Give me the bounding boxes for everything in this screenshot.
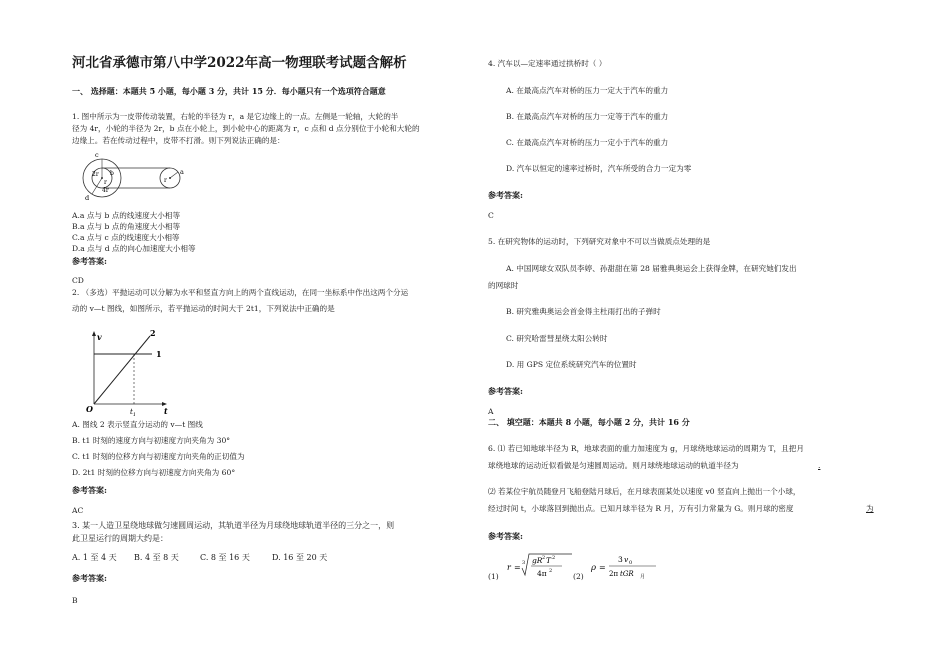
t1-label: $t_1$ <box>130 408 137 418</box>
page-title: 河北省承德市第八中学2022年高一物理联考试题含解析 <box>72 55 407 71</box>
q4-option-c: C. 在最高点汽车对桥的压力一定小于汽车的重力 <box>506 138 669 147</box>
q3-line-2: 此卫星运行的周期大约是： <box>72 534 168 543</box>
label-b: b <box>110 170 114 177</box>
q5-option-a-line-2: 的网球时 <box>488 281 519 290</box>
axis-t-label: t <box>164 406 168 416</box>
q1-line-3: 边缘上。若在传动过程中，皮带不打滑。则下列说法正确的是： <box>72 136 285 145</box>
q5-answer: A <box>488 407 494 416</box>
q4-option-d: D. 汽车以恒定的速率过桥时，汽车所受的合力一定为零 <box>506 164 692 173</box>
q1-answer-label: 参考答案: <box>72 256 107 266</box>
svg-text:2: 2 <box>552 555 556 561</box>
q2-line-2: 动的 v—t 图线，如图所示，若平抛运动的时间大于 2t1，下列说法中正确的是 <box>72 304 335 313</box>
svg-text:r: r <box>507 563 511 572</box>
q4-answer-label: 参考答案: <box>488 190 523 200</box>
q3-option-a: A. 1 至 4 天 <box>72 553 117 562</box>
q6-part1-blank: . <box>818 461 821 470</box>
q5-option-d: D. 用 GPS 定位系统研究汽车的位置时 <box>506 360 637 369</box>
q3-answer: B <box>72 596 78 605</box>
q4-option-a: A. 在最高点汽车对桥的压力一定大于汽车的重力 <box>506 86 669 95</box>
section-2-heading: 二、 填空题：本题共 8 小题，每小题 2 分，共计 16 分 <box>488 417 690 427</box>
q5-option-b: B. 研究雅典奥运会首金得主杜雨打出的子弹时 <box>506 307 661 316</box>
q6-part1-line-1: 6. ⑴ 若已知地球半径为 R，地球表面的重力加速度为 g，月球绕地球运动的周期为 T，且把月 <box>488 444 804 453</box>
q2-answer-label: 参考答案: <box>72 485 107 495</box>
label-4r: 4r <box>102 187 109 194</box>
svg-text:ρ: ρ <box>591 563 596 573</box>
q1-line-2: 径为 4r，小轮的半径为 2r，b 点在小轮上，到小轮中心的距离为 r，c 点和 d 点分别位于小轮和大轮的 <box>72 124 420 133</box>
q1-option-c: C.a 点与 c 点的线速度大小相等 <box>72 233 180 242</box>
vt-graph-figure <box>86 326 176 416</box>
q4-option-b: B. 在最高点汽车对桥的压力一定等于汽车的重力 <box>506 112 669 121</box>
q6-part2-line-1: ⑵ 若某位宇航员随登月飞船登陆月球后，在月球表面某处以速度 v0 竖直向上抛出一个小球， <box>488 487 801 496</box>
line-1-label: 1 <box>156 349 162 359</box>
svg-text:T: T <box>546 556 552 565</box>
q6-answer-label: 参考答案: <box>488 531 523 541</box>
q6-answer-1-label: (1) <box>488 572 499 581</box>
q6-answer-2-formula <box>588 548 668 584</box>
q4-answer: C <box>488 211 494 220</box>
q2-option-b: B. t1 时刻的速度方向与初速度方向夹角为 30° <box>72 436 231 445</box>
q2-line-1: 2. （多选）平抛运动可以分解为水平和竖直方向上的两个直线运动，在同一坐标系中作出这两个分运 <box>72 288 409 297</box>
svg-text:=: = <box>514 563 521 572</box>
svg-text:3: 3 <box>618 555 623 564</box>
svg-text:2: 2 <box>549 568 553 574</box>
section-1-heading: 一、 选择题：本题共 5 小题，每小题 3 分，共计 15 分．每小题只有一个选项符合题意 <box>72 86 386 96</box>
q3-answer-label: 参考答案: <box>72 573 107 583</box>
q5-stem: 5. 在研究物体的运动时，下列研究对象中不可以当做质点处理的是 <box>488 237 711 246</box>
q6-answer-1-formula <box>502 548 582 584</box>
svg-text:=: = <box>599 563 606 572</box>
q5-option-c: C. 研究哈雷彗星绕太阳公转时 <box>506 334 608 343</box>
label-a: a <box>180 168 184 176</box>
q6-part1-line-2: 球绕地球的运动近似看做是匀速圆周运动。则月球绕地球运动的轨道半径为 <box>488 461 739 470</box>
svg-text:gR: gR <box>532 556 543 565</box>
q6-part2-blank: 为 <box>866 504 874 513</box>
q2-option-d: D. 2t1 时刻的位移方向与初速度方向夹角为 60° <box>72 468 236 477</box>
q1-option-b: B.a 点与 b 点的角速度大小相等 <box>72 222 181 231</box>
label-c: c <box>95 151 99 159</box>
label-d: d <box>85 194 90 202</box>
q1-line-1: 1. 图中所示为一皮带传动装置，右轮的半径为 r，a 是它边缘上的一点。左侧是一轮轴，大轮的半 <box>72 112 399 121</box>
q1-answer: CD <box>72 276 84 285</box>
belt-drive-figure <box>80 150 190 204</box>
q5-answer-label: 参考答案: <box>488 386 523 396</box>
q6-part2-line-2: 经过时间 t，小球落回到抛出点。已知月球半径为 R 月，万有引力常量为 G。则月球的密度 <box>488 504 794 513</box>
q6-answer-2-label: (2) <box>573 572 584 581</box>
line-2-label: 2 <box>150 328 156 338</box>
q1-option-d: D.a 点与 d 点的向心加速度大小相等 <box>72 244 196 253</box>
svg-text:v: v <box>624 555 629 564</box>
svg-text:月: 月 <box>640 574 646 580</box>
svg-text:2: 2 <box>542 555 546 561</box>
axis-v-label: v <box>97 332 102 342</box>
q2-answer: AC <box>72 506 84 515</box>
q2-option-a: A. 图线 2 表示竖直分运动的 v—t 图线 <box>72 420 203 429</box>
q2-option-c: C. t1 时刻的位移方向与初速度方向夹角的正切值为 <box>72 452 245 461</box>
q3-line-1: 3. 某一人造卫星绕地球做匀速圆周运动，其轨道半径为月球绕地球轨道半径的三分之一，则 <box>72 521 395 530</box>
q3-option-d: D. 16 至 20 天 <box>272 553 328 562</box>
q5-option-a-line-1: A. 中国网球女双队员李婷、孙甜甜在第 28 届雅典奥运会上获得金牌，在研究她们发出 <box>506 264 797 273</box>
svg-text:tGR: tGR <box>620 570 634 578</box>
svg-text:4π: 4π <box>537 569 547 578</box>
q3-option-c: C. 8 至 16 天 <box>200 553 250 562</box>
label-r-right: r <box>164 177 167 184</box>
q1-option-a: A.a 点与 b 点的线速度大小相等 <box>72 211 181 220</box>
q3-option-b: B. 4 至 8 天 <box>134 553 179 562</box>
svg-text:2π: 2π <box>609 570 619 578</box>
svg-text:0: 0 <box>629 560 633 566</box>
label-r-left: r <box>104 179 107 186</box>
origin-label: O <box>86 404 93 414</box>
svg-text:3: 3 <box>522 560 526 566</box>
q4-stem: 4. 汽车以—定速率通过拱桥时（ ） <box>488 59 607 68</box>
label-2r: 2r <box>92 171 99 178</box>
